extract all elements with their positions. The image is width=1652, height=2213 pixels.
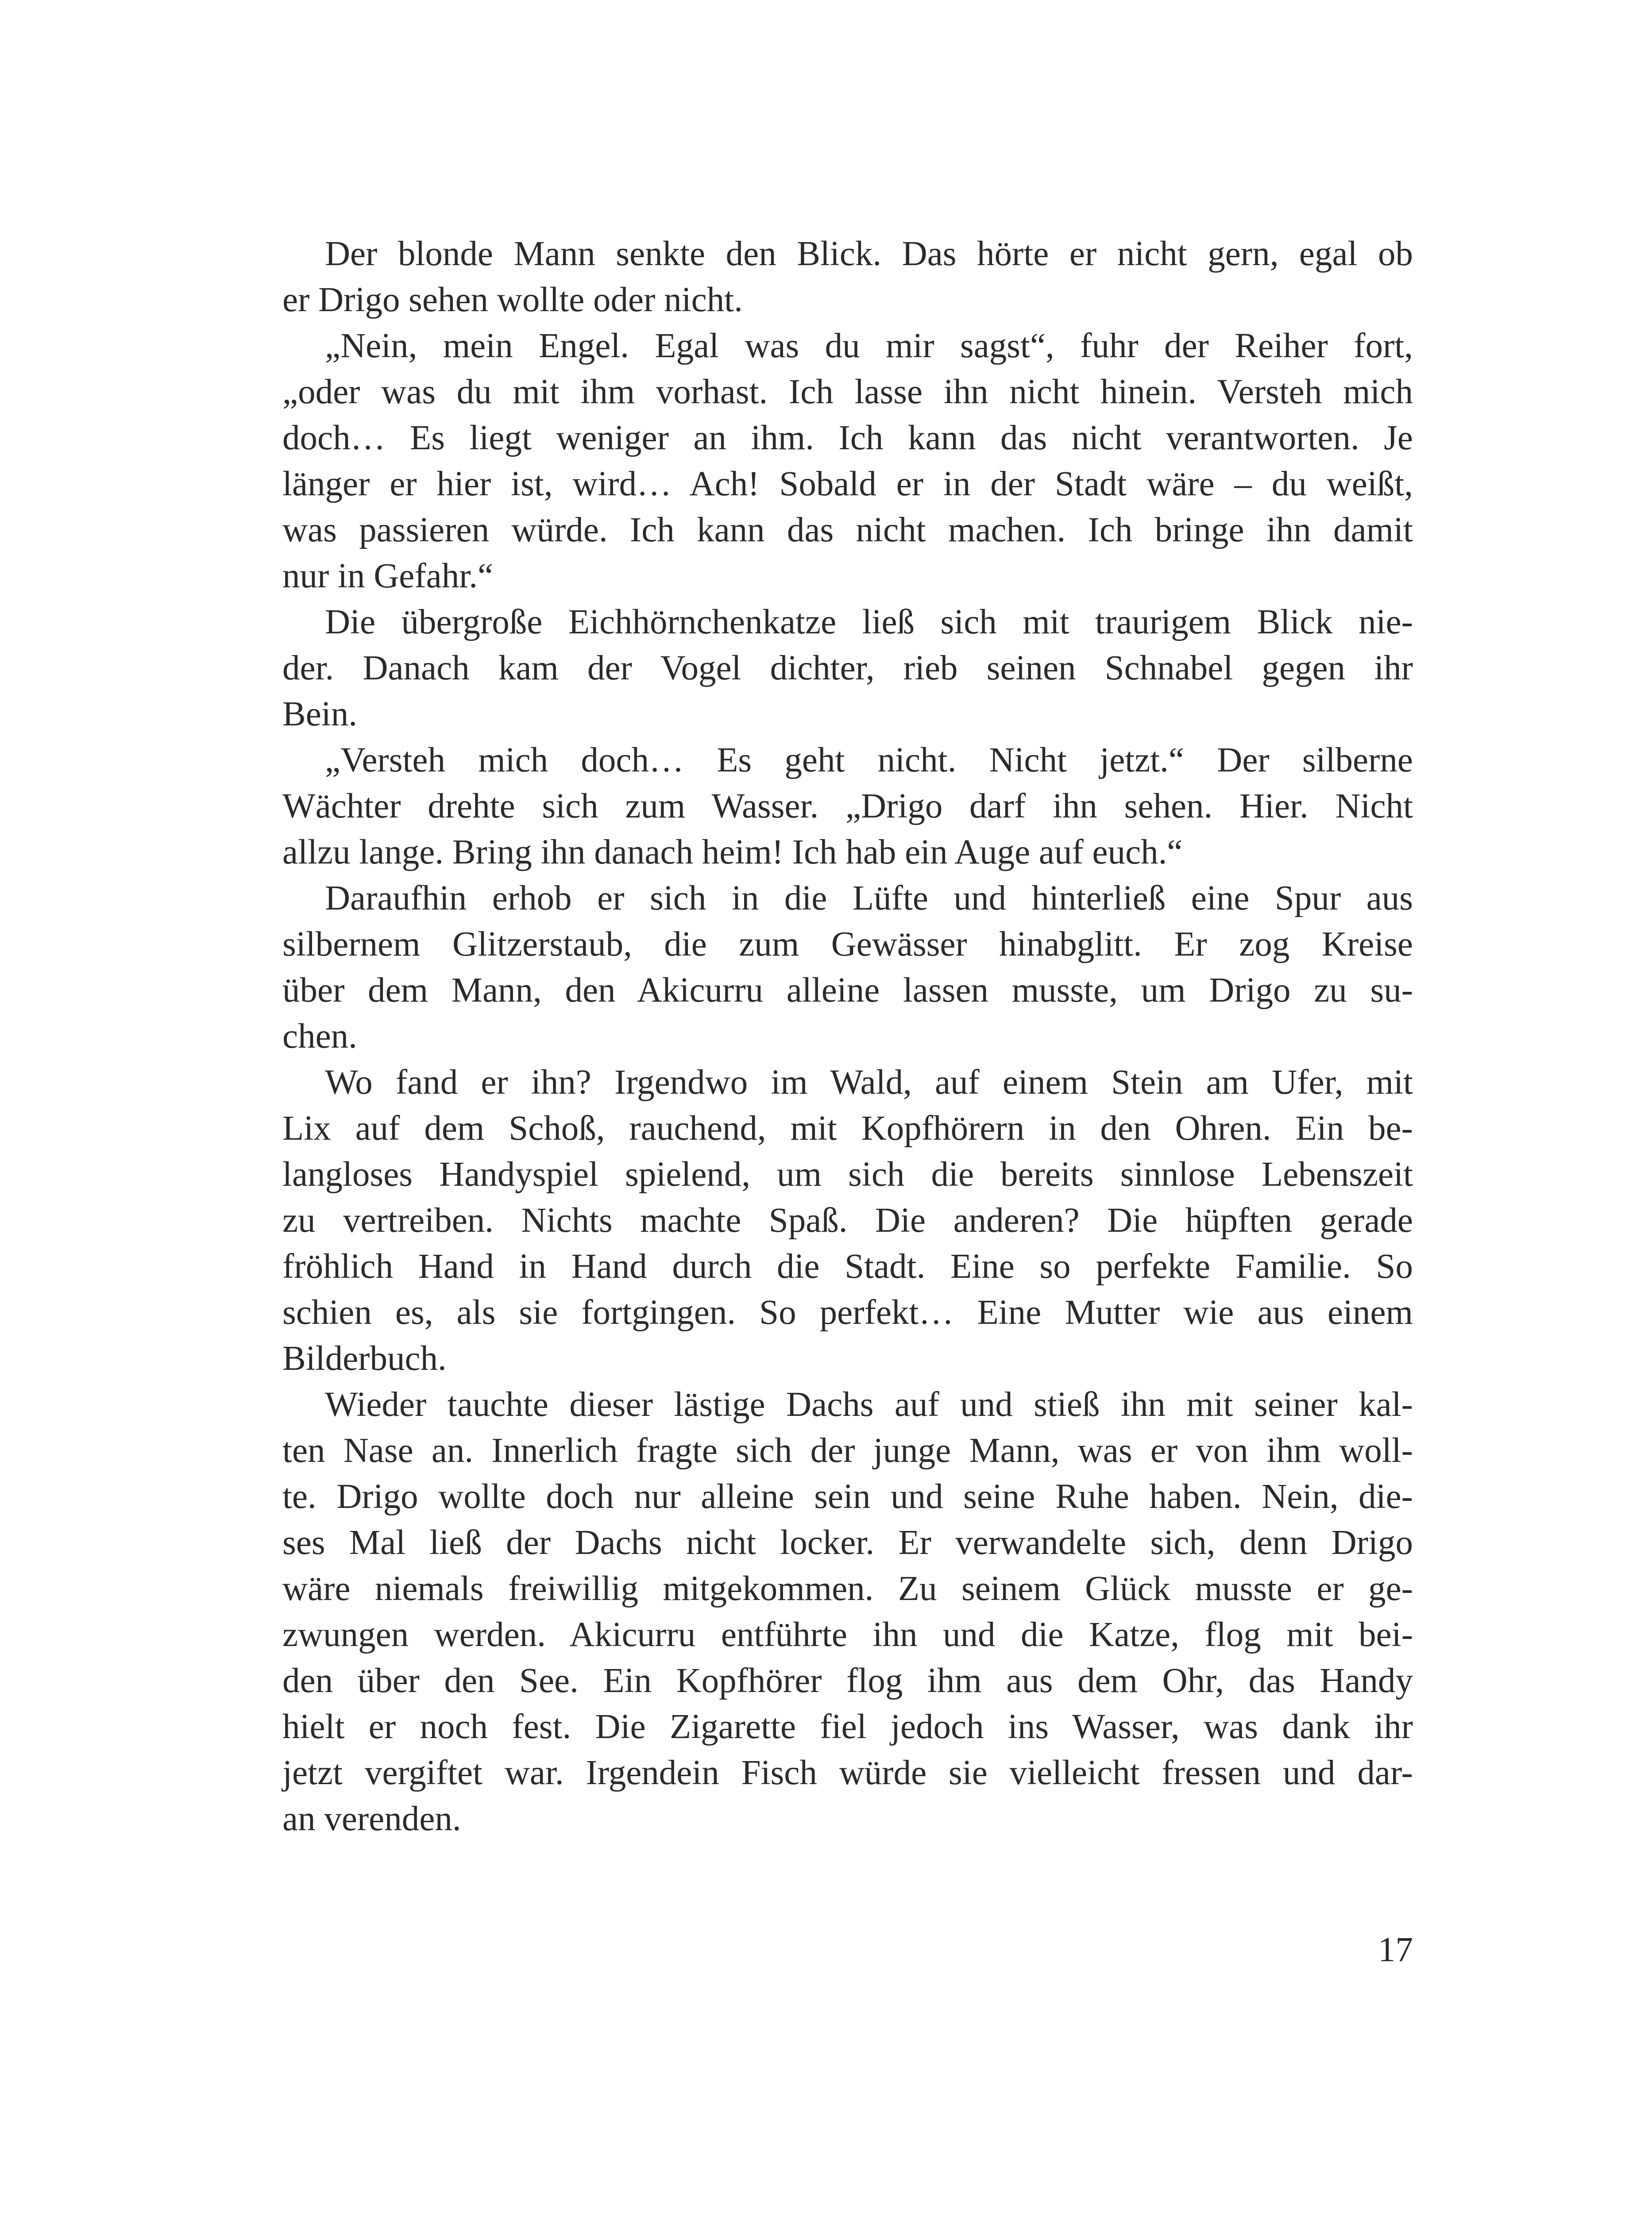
body-text [282, 231, 1413, 1842]
text-line: den über den See. Ein Kopfhörer flog ihm aus dem Ohr, das Handy [282, 1662, 1413, 1700]
text-line: über dem Mann, den Akicurru alleine lassen musste, um Drigo zu su- [282, 971, 1413, 1010]
text-line: wäre niemals freiwillig mitgekommen. Zu seinem Glück musste er ge- [282, 1569, 1413, 1608]
text-line: was passieren würde. Ich kann das nicht machen. Ich bringe ihn damit [282, 511, 1413, 549]
text-line: langloses Handyspiel spielend, um sich die bereits sinnlose Lebenszeit [282, 1155, 1413, 1194]
text-line: jetzt vergiftet war. Irgendein Fisch würde sie vielleicht fressen und dar- [282, 1754, 1413, 1792]
text-line: zwungen werden. Akicurru entführte ihn und die Katze, flog mit bei- [282, 1615, 1413, 1654]
text-line: ten Nase an. Innerlich fragte sich der junge Mann, was er von ihm woll- [282, 1431, 1413, 1470]
text-line: Der blonde Mann senkte den Blick. Das hörte er nicht gern, egal ob [325, 235, 1413, 273]
text-line: „oder was du mit ihm vorhast. Ich lasse ihn nicht hinein. Versteh mich [282, 373, 1413, 411]
text-line: allzu lange. Bring ihn danach heim! Ich hab ein Auge auf euch.“ [282, 833, 1183, 871]
text-line: chen. [282, 1017, 357, 1056]
text-line: der. Danach kam der Vogel dichter, rieb seinen Schnabel gegen ihr [282, 649, 1413, 687]
text-line: zu vertreiben. Nichts machte Spaß. Die anderen? Die hüpften gerade [282, 1201, 1413, 1240]
text-line: te. Drigo wollte doch nur alleine sein und seine Ruhe haben. Nein, die- [282, 1477, 1413, 1516]
text-line: doch… Es liegt weniger an ihm. Ich kann das nicht verantworten. Je [282, 419, 1413, 457]
text-line: er Drigo sehen wollte oder nicht. [282, 281, 743, 319]
text-line: Die übergroße Eichhörnchenkatze ließ sich mit traurigem Blick nie- [325, 603, 1413, 641]
text-line: Lix auf dem Schoß, rauchend, mit Kopfhörern in den Ohren. Ein be- [282, 1109, 1413, 1148]
text-line: Wächter drehte sich zum Wasser. „Drigo darf ihn sehen. Hier. Nicht [282, 787, 1413, 825]
text-line: „Nein, mein Engel. Egal was du mir sagst“, fuhr der Reiher fort, [325, 327, 1413, 365]
text-line: Bein. [282, 695, 357, 733]
text-line: an verenden. [282, 1800, 461, 1838]
page-number: 17 [1378, 1931, 1413, 1969]
text-line: Daraufhin erhob er sich in die Lüfte und hinterließ eine Spur aus [325, 879, 1413, 918]
text-line: Bilderbuch. [282, 1339, 447, 1378]
text-line: silbernem Glitzerstaub, die zum Gewässer hinabglitt. Er zog Kreise [282, 925, 1413, 964]
text-line: fröhlich Hand in Hand durch die Stadt. Eine so perfekte Familie. So [282, 1247, 1413, 1286]
text-line: nur in Gefahr.“ [282, 557, 494, 595]
text-line: Wo fand er ihn? Irgendwo im Wald, auf einem Stein am Ufer, mit [325, 1063, 1413, 1102]
text-line: schien es, als sie fortgingen. So perfekt… Eine Mutter wie aus einem [282, 1293, 1413, 1332]
text-line: länger er hier ist, wird… Ach! Sobald er in der Stadt wäre – du weißt, [282, 465, 1413, 503]
text-line: „Versteh mich doch… Es geht nicht. Nicht jetzt.“ Der silberne [325, 741, 1413, 779]
text-line: hielt er noch fest. Die Zigarette fiel jedoch ins Wasser, was dank ihr [282, 1708, 1413, 1746]
text-line: Wieder tauchte dieser lästige Dachs auf und stieß ihn mit seiner kal- [325, 1385, 1413, 1424]
text-line: ses Mal ließ der Dachs nicht locker. Er verwandelte sich, denn Drigo [282, 1523, 1413, 1562]
